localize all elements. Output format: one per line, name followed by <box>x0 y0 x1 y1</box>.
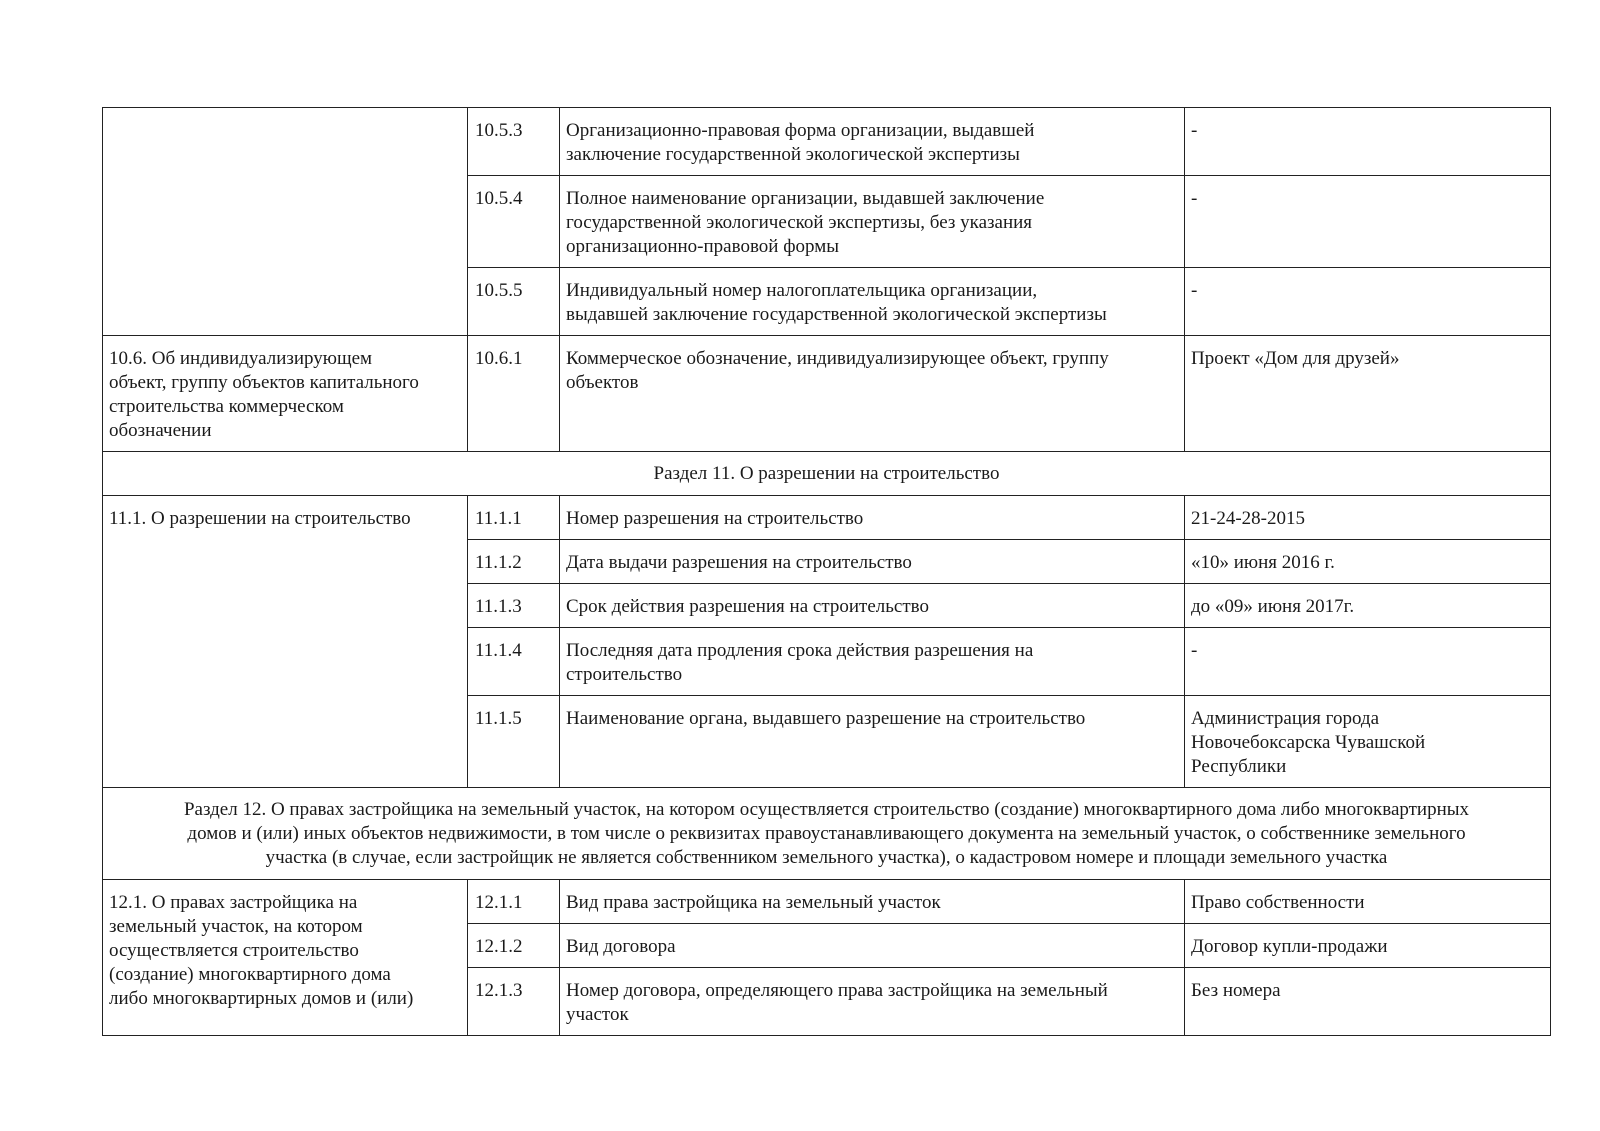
item-name: Номер договора, определяющего права застройщика на земельный участок <box>560 968 1185 1036</box>
table-row <box>103 496 1551 540</box>
item-name: Индивидуальный номер налогоплательщика организации, выдавшей заключение государственной экологической экспертизы <box>560 268 1185 336</box>
item-name: Последняя дата продления срока действия разрешения на строительство <box>560 628 1185 696</box>
item-name: Наименование органа, выдавшего разрешение на строительство <box>560 696 1185 788</box>
group-cell: 12.1. О правах застройщика на земельный участок, на котором осуществляется строительство (создание) многоквартирного дома либо многоквартирных домов и (или) <box>103 880 468 1036</box>
item-number: 12.1.3 <box>468 968 560 1036</box>
item-name: Дата выдачи разрешения на строительство <box>560 540 1185 584</box>
item-name: Полное наименование организации, выдавшей заключение государственной экологической экспертизы, без указания организационно-правовой формы <box>560 176 1185 268</box>
item-number: 10.5.5 <box>468 268 560 336</box>
group-cell: 10.6. Об индивидуализирующем объект, группу объектов капитального строительства коммерческом обозначении <box>103 336 468 452</box>
group-cell: 11.1. О разрешении на строительство <box>103 496 468 788</box>
section-title: Раздел 12. О правах застройщика на земельный участок, на котором осуществляется строительство (создание) многоквартирного дома либо многоквартирных домов и (или) иных объектов недвижимости, в том числе о реквизитах правоустанавливающего документа на земельный участок, о собственнике земельного участка (в случае, если застройщик не является собственником земельного участка), о кадастровом номере и площади земельного участка <box>103 788 1551 880</box>
item-value: - <box>1185 108 1551 176</box>
item-name: Вид договора <box>560 924 1185 968</box>
item-number: 11.1.5 <box>468 696 560 788</box>
group-cell-empty <box>103 108 468 336</box>
section-title: Раздел 11. О разрешении на строительство <box>103 452 1551 496</box>
item-value: - <box>1185 628 1551 696</box>
item-value: до «09» июня 2017г. <box>1185 584 1551 628</box>
item-number: 10.5.4 <box>468 176 560 268</box>
item-number: 10.5.3 <box>468 108 560 176</box>
table-row <box>103 108 1551 176</box>
item-value: «10» июня 2016 г. <box>1185 540 1551 584</box>
item-number: 12.1.1 <box>468 880 560 924</box>
item-name: Срок действия разрешения на строительство <box>560 584 1185 628</box>
section-row <box>103 452 1551 496</box>
item-number: 11.1.3 <box>468 584 560 628</box>
item-value: Право собственности <box>1185 880 1551 924</box>
disclosure-table <box>102 107 1551 1036</box>
item-value: Договор купли-продажи <box>1185 924 1551 968</box>
item-value: - <box>1185 268 1551 336</box>
item-value: Без номера <box>1185 968 1551 1036</box>
table-row <box>103 880 1551 924</box>
item-number: 11.1.2 <box>468 540 560 584</box>
item-name: Организационно-правовая форма организации, выдавшей заключение государственной экологической экспертизы <box>560 108 1185 176</box>
item-number: 11.1.4 <box>468 628 560 696</box>
item-name: Вид права застройщика на земельный участок <box>560 880 1185 924</box>
item-number: 10.6.1 <box>468 336 560 452</box>
item-name: Коммерческое обозначение, индивидуализирующее объект, группу объектов <box>560 336 1185 452</box>
item-number: 12.1.2 <box>468 924 560 968</box>
item-value: Проект «Дом для друзей» <box>1185 336 1551 452</box>
item-number: 11.1.1 <box>468 496 560 540</box>
item-name: Номер разрешения на строительство <box>560 496 1185 540</box>
item-value: 21-24-28-2015 <box>1185 496 1551 540</box>
table-row <box>103 336 1551 452</box>
item-value: - <box>1185 176 1551 268</box>
section-row <box>103 788 1551 880</box>
item-value: Администрация города Новочебоксарска Чувашской Республики <box>1185 696 1551 788</box>
